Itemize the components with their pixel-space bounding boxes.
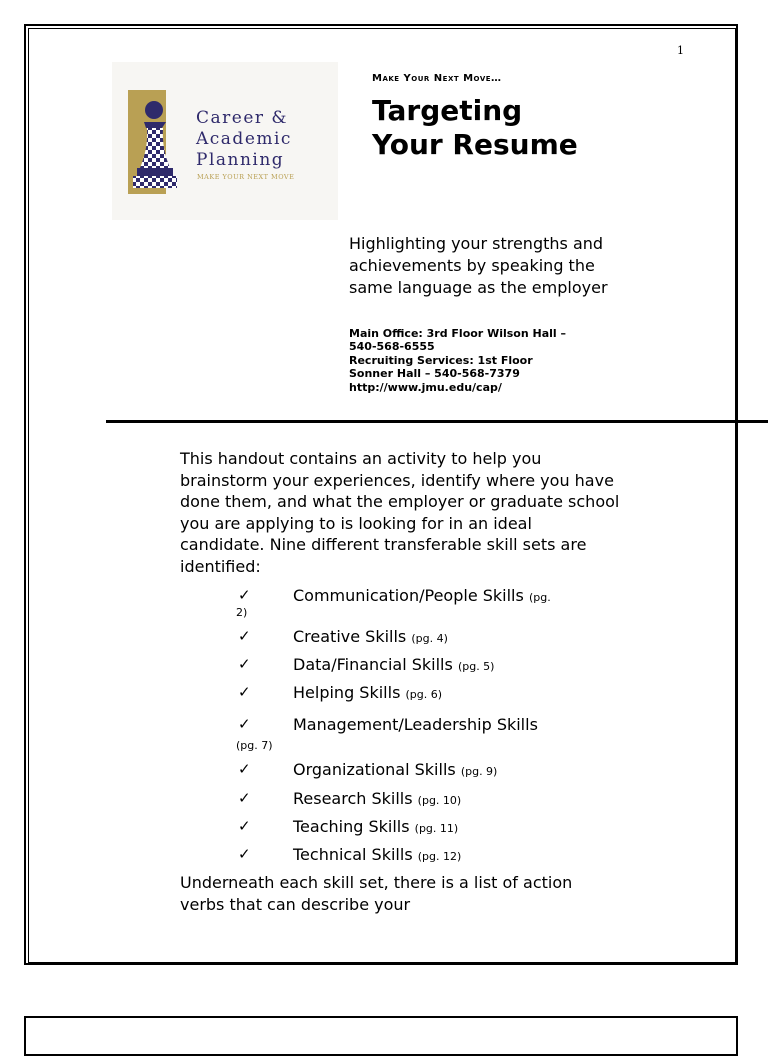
chess-pawn-icon: [132, 98, 178, 190]
skill-page-ref: (pg. 10): [417, 794, 462, 807]
contact-line-4: Sonner Hall – 540-568-7379: [349, 367, 520, 381]
title-line-1: Targeting: [372, 94, 523, 127]
contact-line-3: Recruiting Services: 1st Floor: [349, 353, 533, 367]
checkmark-icon: ✓: [238, 683, 251, 701]
contact-line-2: 540-568-6555: [349, 340, 435, 354]
section-divider: [106, 420, 768, 423]
checkmark-icon: ✓: [238, 760, 251, 778]
checkmark-icon: ✓: [238, 655, 251, 673]
logo-tagline: MAKE YOUR NEXT MOVE: [197, 173, 295, 181]
logo-wordmark: [196, 108, 292, 171]
outro-paragraph: Underneath each skill set, there is a list of action verbs that can describe your: [180, 873, 573, 914]
skill-page-ref: (pg. 12): [417, 850, 462, 863]
document-subtitle: Highlighting your strengths and achievements by speaking the same language as the employer: [349, 234, 608, 297]
skill-page-ref-continued: 2): [236, 606, 248, 619]
logo-line-2: Academic: [196, 129, 292, 149]
cap-logo: [112, 62, 338, 220]
next-page-frame: [24, 1016, 738, 1056]
checkmark-icon: ✓: [238, 845, 251, 863]
intro-paragraph: This handout contains an activity to help you brainstorm your experiences, identify where you have done them, and what the employer or graduate school you are applying to is looking for in an ideal candidate. Nine different transferable skill sets are identified:: [180, 449, 620, 576]
document-title: [372, 94, 578, 162]
contact-line-1: Main Office: 3rd Floor Wilson Hall –: [349, 327, 567, 340]
checkmark-icon: ✓: [238, 586, 251, 604]
skill-name: Teaching Skills: [293, 817, 410, 836]
logo-line-3: Planning: [196, 150, 285, 170]
skill-page-ref: (pg. 6): [405, 688, 443, 701]
skill-name: Organizational Skills: [293, 760, 456, 779]
skill-name: Creative Skills: [293, 627, 407, 646]
skill-name: Data/Financial Skills: [293, 655, 453, 674]
skill-page-ref: (pg. 11): [414, 822, 459, 835]
page-number: 1: [677, 44, 684, 57]
skill-page-ref-continued: (pg. 7): [236, 739, 273, 752]
title-line-2: Your Resume: [372, 128, 578, 161]
skill-name: Research Skills: [293, 789, 413, 808]
skill-page-ref: (pg. 5): [457, 660, 495, 673]
skill-page-ref: (pg. 4): [411, 632, 448, 645]
skill-name: Communication/People Skills: [293, 586, 524, 605]
checkmark-icon: ✓: [238, 715, 251, 733]
header-kicker: Make Your Next Move…: [372, 73, 502, 84]
contact-info: [349, 327, 619, 394]
checkmark-icon: ✓: [238, 789, 251, 807]
skill-page-ref: (pg. 9): [460, 765, 498, 778]
logo-line-1: Career &: [196, 108, 289, 128]
skill-name: Helping Skills: [293, 683, 401, 702]
checkmark-icon: ✓: [238, 627, 251, 645]
contact-website-link[interactable]: http://www.jmu.edu/cap/: [349, 380, 502, 394]
skill-name: Management/Leadership Skills: [293, 715, 538, 734]
skill-page-ref: (pg.: [528, 591, 551, 604]
skill-name: Technical Skills: [293, 845, 413, 864]
checkmark-icon: ✓: [238, 817, 251, 835]
